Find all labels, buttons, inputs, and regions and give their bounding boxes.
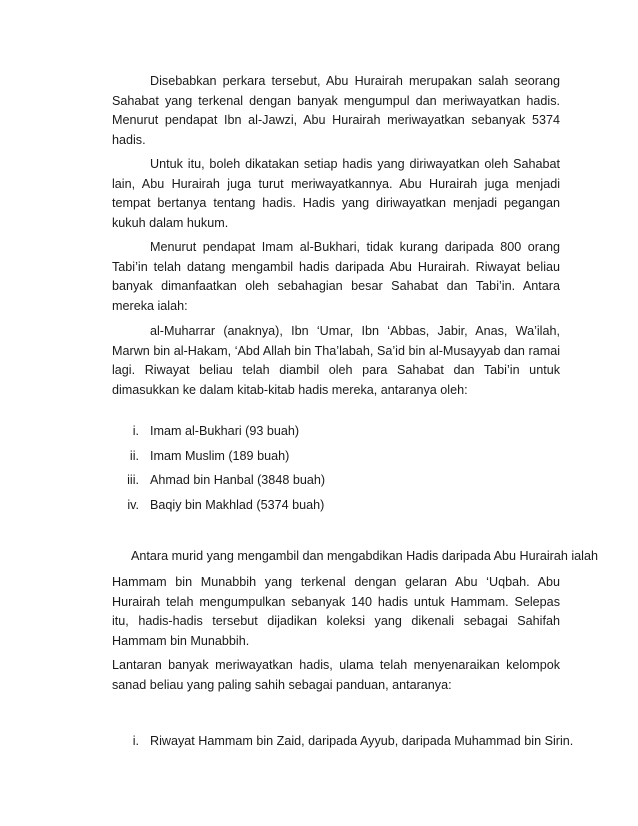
list-item <box>112 732 574 752</box>
list-number: i. <box>132 734 139 748</box>
list-number: iii. <box>127 473 139 487</box>
list-text: Imam al-Bukhari (93 buah) <box>150 424 300 438</box>
list-number: ii. <box>129 449 139 463</box>
list-text: Baqiy bin Makhlad (5374 buah) <box>150 498 325 512</box>
list-item <box>112 447 560 467</box>
list-text: Ahmad bin Hanbal (3848 buah) <box>150 473 326 487</box>
list-item <box>112 471 560 491</box>
list-number: i. <box>132 424 139 438</box>
list-number: iv. <box>127 498 139 512</box>
paragraph-perawi: al-Muharrar (anaknya), Ibn ‘Umar, Ibn ‘Abbas, Jabir, Anas, Wa’ilah, Marwn bin al-Hakam, ‘Abd Allah bin Tha’labah, Sa’id bin al-Musayyab dan ramai lagi. Riwayat beliau telah diambil oleh para Sahabat dan Tabi’in untuk dimasukkan ke dalam kitab-kitab hadis mereka, antaranya oleh: <box>112 324 560 397</box>
paragraph-sanad: Lantaran banyak meriwayatkan hadis, ulama telah menyenaraikan kelompok sanad beliau yang paling sahih sebagai panduan, antaranya: <box>112 658 560 692</box>
list-text: Riwayat Hammam bin Zaid, daripada Ayyub, daripada Muhammad bin Sirin. <box>150 734 574 748</box>
paragraph-hadis-pegangan: Untuk itu, boleh dikatakan setiap hadis yang diriwayatkan oleh Sahabat lain, Abu Hurairah juga turut meriwayatkannya. Abu Hurairah juga menjadi tempat bertanya tentang hadis. Hadis yang diriwayatkan menjadi pegangan kukuh dalam hukum. <box>112 157 560 230</box>
list-item <box>112 496 560 516</box>
paragraph-hammam: Hammam bin Munabbih yang terkenal dengan gelaran Abu ‘Uqbah. Abu Hurairah telah mengumpulkan sebanyak 140 hadis untuk Hammam. Selepas itu, hadis-hadis tersebut dijadikan koleksi yang dikenali sebagai Sahifah Hammam bin Munabbih. <box>112 575 560 648</box>
paragraph-murid-heading: Antara murid yang mengambil dan mengabdikan Hadis daripada Abu Hurairah ialah <box>131 549 598 563</box>
paragraph-abu-hurairah-intro: Disebabkan perkara tersebut, Abu Hurairah merupakan salah seorang Sahabat yang terkenal dengan banyak mengumpul dan meriwayatkan hadis. Menurut pendapat Ibn al-Jawzi, Abu Hurairah meriwayatkan sebanyak 5374 hadis. <box>112 74 560 147</box>
list-item <box>112 422 560 442</box>
paragraph-tabiin: Menurut pendapat Imam al-Bukhari, tidak kurang daripada 800 orang Tabi’in telah datang mengambil hadis daripada Abu Hurairah. Riwayat beliau banyak dimanfaatkan oleh sebahagian besar Sahabat dan Tabi’in. Antara mereka ialah: <box>112 240 560 313</box>
list-text: Imam Muslim (189 buah) <box>150 449 290 463</box>
